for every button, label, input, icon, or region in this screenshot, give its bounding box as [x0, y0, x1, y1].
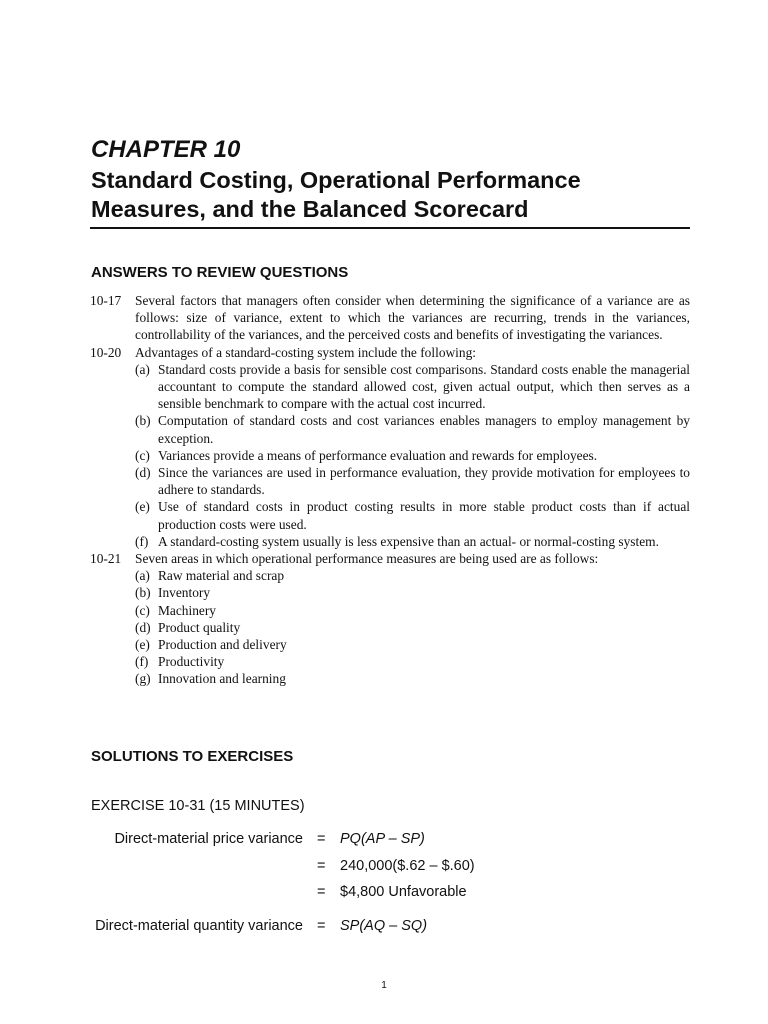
list-item [135, 584, 690, 601]
equals-sign: = [317, 918, 326, 934]
list-item-text: Variances provide a means of performance evaluation and rewards for employees. [158, 447, 598, 463]
list-item [135, 567, 690, 584]
list-item-letter: (b) [135, 413, 151, 429]
exercises-heading: SOLUTIONS TO EXERCISES [91, 748, 294, 765]
list-item-letter: (e) [135, 499, 150, 515]
list-item-text: Innovation and learning [158, 671, 286, 687]
question-answer-body [135, 550, 690, 688]
question-number: 10-20 [90, 344, 122, 360]
question-intro: Seven areas in which operational performance measures are being used are as follows: [135, 551, 599, 567]
equals-sign: = [317, 884, 326, 900]
list-item [135, 653, 690, 670]
list-item-letter: (c) [135, 602, 150, 618]
review-question-10-21 [90, 550, 690, 688]
equation-label: Direct-material price variance [114, 831, 303, 847]
advantages-list [135, 361, 690, 550]
list-item-letter: (f) [135, 533, 149, 549]
list-item-letter: (d) [135, 465, 151, 481]
list-item-text: Production and delivery [158, 637, 287, 653]
equation-result: $4,800 Unfavorable [340, 884, 467, 900]
question-number: 10-17 [90, 293, 122, 308]
list-item-letter: (a) [135, 568, 150, 584]
list-item-letter: (b) [135, 585, 151, 601]
list-item-text: Computation of standard costs and cost variances enables managers to employ management by exception. [158, 413, 690, 446]
list-item [135, 412, 690, 446]
equation-row [0, 856, 768, 876]
list-item-text: Raw material and scrap [158, 568, 285, 584]
list-item [135, 498, 690, 532]
review-question-10-20 [90, 344, 690, 550]
performance-areas-list [135, 567, 690, 687]
review-question-10-17 [90, 292, 690, 344]
review-questions-heading: ANSWERS TO REVIEW QUESTIONS [91, 264, 349, 281]
question-answer-body [135, 344, 690, 550]
question-intro: Advantages of a standard-costing system include the following: [135, 344, 477, 360]
list-item [135, 533, 690, 550]
list-item [135, 361, 690, 413]
list-item-letter: (e) [135, 637, 150, 653]
chapter-title-line-1: Standard Costing, Operational Performance [91, 167, 581, 193]
page-number: 1 [381, 980, 387, 991]
list-item-text: A standard-costing system usually is less expensive than an actual- or normal-costing system. [158, 533, 659, 549]
equation-row [0, 829, 768, 849]
equals-sign: = [317, 831, 326, 847]
equation-computation: 240,000($.62 – $.60) [340, 858, 475, 874]
list-item [135, 636, 690, 653]
list-item-letter: (a) [135, 361, 150, 377]
equation-formula: SP(AQ – SQ) [340, 918, 428, 934]
list-item-text: Standard costs provide a basis for sensible cost comparisons. Standard costs enable the managerial accountant to compute the standard allowed cost, given actual output, which then serves as a sensible benchmark to compare with the actual cost incurred. [158, 361, 690, 412]
chapter-label: CHAPTER 10 [91, 136, 241, 163]
list-item-text: Productivity [158, 654, 225, 670]
list-item-letter: (g) [135, 671, 151, 687]
list-item [135, 447, 690, 464]
list-item [135, 670, 690, 687]
list-item-text: Product quality [158, 619, 241, 635]
title-divider [90, 227, 690, 229]
list-item-letter: (f) [135, 654, 149, 670]
list-item [135, 602, 690, 619]
list-item-text: Since the variances are used in performance evaluation, they provide motivation for employees to adhere to standards. [158, 465, 690, 498]
review-questions-list [90, 292, 690, 688]
equation-label: Direct-material quantity variance [95, 918, 303, 934]
equals-sign: = [317, 858, 326, 874]
equation-row [0, 916, 768, 936]
question-answer-text: Several factors that managers often consider when determining the significance of a variance are as follows: size of variance, extent to which the variances are recurring, trends in the variances, controllability of the variances, and the perceived costs and benefits of investigating the variances. [135, 293, 690, 343]
list-item-letter: (d) [135, 619, 151, 635]
equation-formula: PQ(AP – SP) [340, 831, 425, 847]
exercise-title: EXERCISE 10-31 (15 MINUTES) [91, 798, 305, 814]
list-item-text: Machinery [158, 602, 217, 618]
list-item-letter: (c) [135, 447, 150, 463]
list-item-text: Inventory [158, 585, 211, 601]
list-item-text: Use of standard costs in product costing results in more stable product costs than if actual production costs were used. [158, 499, 690, 532]
list-item [135, 619, 690, 636]
question-number: 10-21 [90, 551, 122, 567]
chapter-title [91, 166, 691, 224]
chapter-title-line-2: Measures, and the Balanced Scorecard [91, 196, 529, 222]
list-item [135, 464, 690, 498]
equation-row [0, 882, 768, 902]
